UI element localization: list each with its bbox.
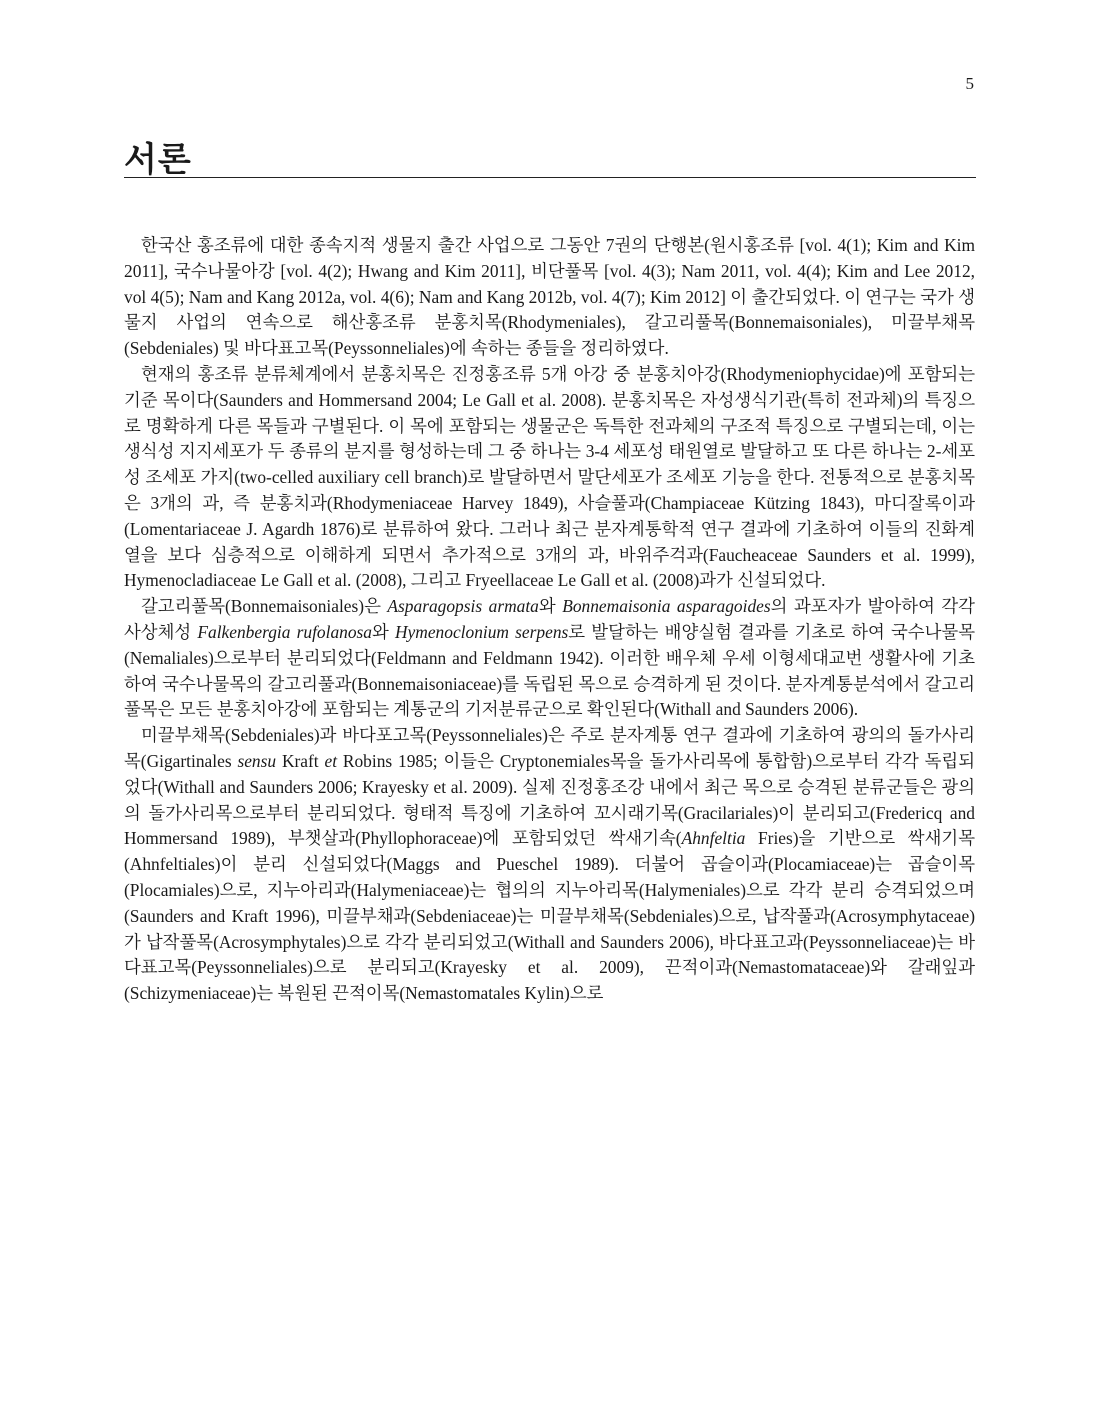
- paragraph-text: 와: [538, 596, 563, 617]
- italic-taxon-text: Ahnfeltia: [681, 828, 746, 849]
- paragraph: [124, 723, 975, 1007]
- italic-taxon-text: et: [324, 750, 338, 771]
- paragraph: [124, 233, 975, 362]
- paragraph-text: Robins 1985; 이들은 Cryptonemiales목을 돌가사리목에 통합함)으로부터 각각 독립되었다(Withall and Saunders 2006; Krayesky et al. 2009). 실제 진정홍조강 내에서 최근 목으로 승격된 분류군들은 광의의 돌가사리목으로부터 분리되었다. 형태적 특징에 기초하여 꼬시래기목(Gracilariales)이 분리되고(Fredericq and Hommersand 1989), 부챗살과(Phyllophoraceae)에 포함되었던 싹새기속(: [124, 750, 975, 849]
- italic-taxon-text: Hymenoclonium serpens: [395, 621, 569, 642]
- page-number: 5: [965, 74, 974, 93]
- paragraph-text: 와: [372, 621, 395, 642]
- paragraph-text: 한국산 홍조류에 대한 종속지적 생물지 출간 사업으로 그동안 7권의 단행본(원시홍조류 [vol. 4(1); Kim and Kim 2011], 국수나물아강 [vol. 4(2); Hwang and Kim 2011], 비단풀목 [vol. 4(3); Nam 2011, vol. 4(4); Kim and Lee 2012, vol 4(5); Nam and Kang 2012a, vol. 4(6); Nam and Kang 2012b, vol. 4(7); Kim 2012] 이 출간되었다. 이 연구는 국가 생물지 사업의 연속으로 해산홍조류 분홍치목(Rhodymeniales), 갈고리풀목(Bonnemaisoniales), 미끌부채목(Sebdeniales) 및 바다표고목(Peyssonneliales)에 속하는 종들을 정리하였다.: [124, 235, 975, 359]
- italic-taxon-text: sensu: [237, 750, 277, 771]
- paragraph-text: 미끌부채목(Sebdeniales)과 바다포고목(Peyssonneliales)은 주로 분자계통 연구 결과에 기초하여 광의의 돌가사리목(Gigartinales: [124, 725, 975, 771]
- paragraph: [124, 594, 975, 723]
- chapter-title: 서론: [124, 140, 192, 180]
- body-text: [124, 233, 975, 1007]
- paragraph-text: 로 발달하는 배양실험 결과를 기초로 하여 국수나물목(Nemaliales)으로부터 분리되었다(Feldmann and Feldmann 1942). 이러한 배우체 우세 이형세대교번 생활사에 기초하여 국수나물목의 갈고리풀과(Bonnemaisoniaceae)를 독립된 목으로 승격하게 된 것이다. 분자계통분석에서 갈고리풀목은 모든 분홍치아강에 포함되는 계통군의 기저분류군으로 확인된다(Withall and Saunders 2006).: [124, 621, 976, 720]
- paragraph: [124, 362, 975, 594]
- paragraph-text: 의 과포자가 발아하여 각각 사상체성: [124, 596, 975, 642]
- italic-taxon-text: Asparagopsis armata: [387, 596, 539, 617]
- paragraph-text: Fries)을 기반으로 싹새기목(Ahnfeltiales)이 분리 신설되었다(Maggs and Pueschel 1989). 더불어 곱슬이과(Plocamiaceae)는 곱슬이목(Plocamiales)으로, 지누아리과(Halymeniaceae)는 협의의 지누아리목(Halymeniales)으로 각각 분리 승격되었으며(Saunders and Kraft 1996), 미끌부채과(Sebdeniaceae)는 미끌부채목(Sebdeniales)으로, 납작풀과(Acrosymphytaceae)가 납작풀목(Acrosymphytales)으로 각각 분리되었고(Withall and Saunders 2006), 바다표고과(Peyssonneliaceae)는 바다표고목(Peyssonneliales)으로 분리되고(Krayesky et al. 2009), 끈적이과(Nemastomataceae)와 갈래잎과(Schizymeniaceae)는 복원된 끈적이목(Nemastomatales Kylin)으로: [124, 828, 976, 1004]
- title-rule: [124, 177, 976, 178]
- paragraph-text: 갈고리풀목(Bonnemaisoniales)은: [141, 596, 388, 617]
- paragraph-text: Kraft: [276, 750, 325, 771]
- italic-taxon-text: Bonnemaisonia asparagoides: [562, 596, 771, 617]
- paragraph-text: 현재의 홍조류 분류체계에서 분홍치목은 진정홍조류 5개 아강 중 분홍치아강(Rhodymeniophycidae)에 포함되는 기준 목이다(Saunders and Hommersand 2004; Le Gall et al. 2008). 분홍치목은 자성생식기관(특히 전과체)의 특징으로 명확하게 다른 목들과 구별된다. 이 목에 포함되는 생물군은 독특한 전과체의 구조적 특징으로 구별되는데, 이는 생식성 지지세포가 두 종류의 분지를 형성하는데 그 중 하나는 3-4 세포성 태원열로 발달하고 또 다른 하나는 2-세포성 조세포 가지(two-celled auxiliary cell branch)로 발달하면서 말단세포가 조세포 기능을 한다. 전통적으로 분홍치목은 3개의 과, 즉 분홍치과(Rhodymeniaceae Harvey 1849), 사슬풀과(Champiaceae Kützing 1843), 마디잘록이과(Lomentariaceae J. Agardh 1876)로 분류하여 왔다. 그러나 최근 분자계통학적 연구 결과에 기초하여 이들의 진화계열을 보다 심층적으로 이해하게 되면서 추가적으로 3개의 과, 바위주걱과(Faucheaceae Saunders et al. 1999), Hymenocladiaceae Le Gall et al. (2008), 그리고 Fryeellaceae Le Gall et al. (2008)과가 신설되었다.: [124, 363, 975, 591]
- italic-taxon-text: Falkenbergia rufolanosa: [197, 621, 372, 642]
